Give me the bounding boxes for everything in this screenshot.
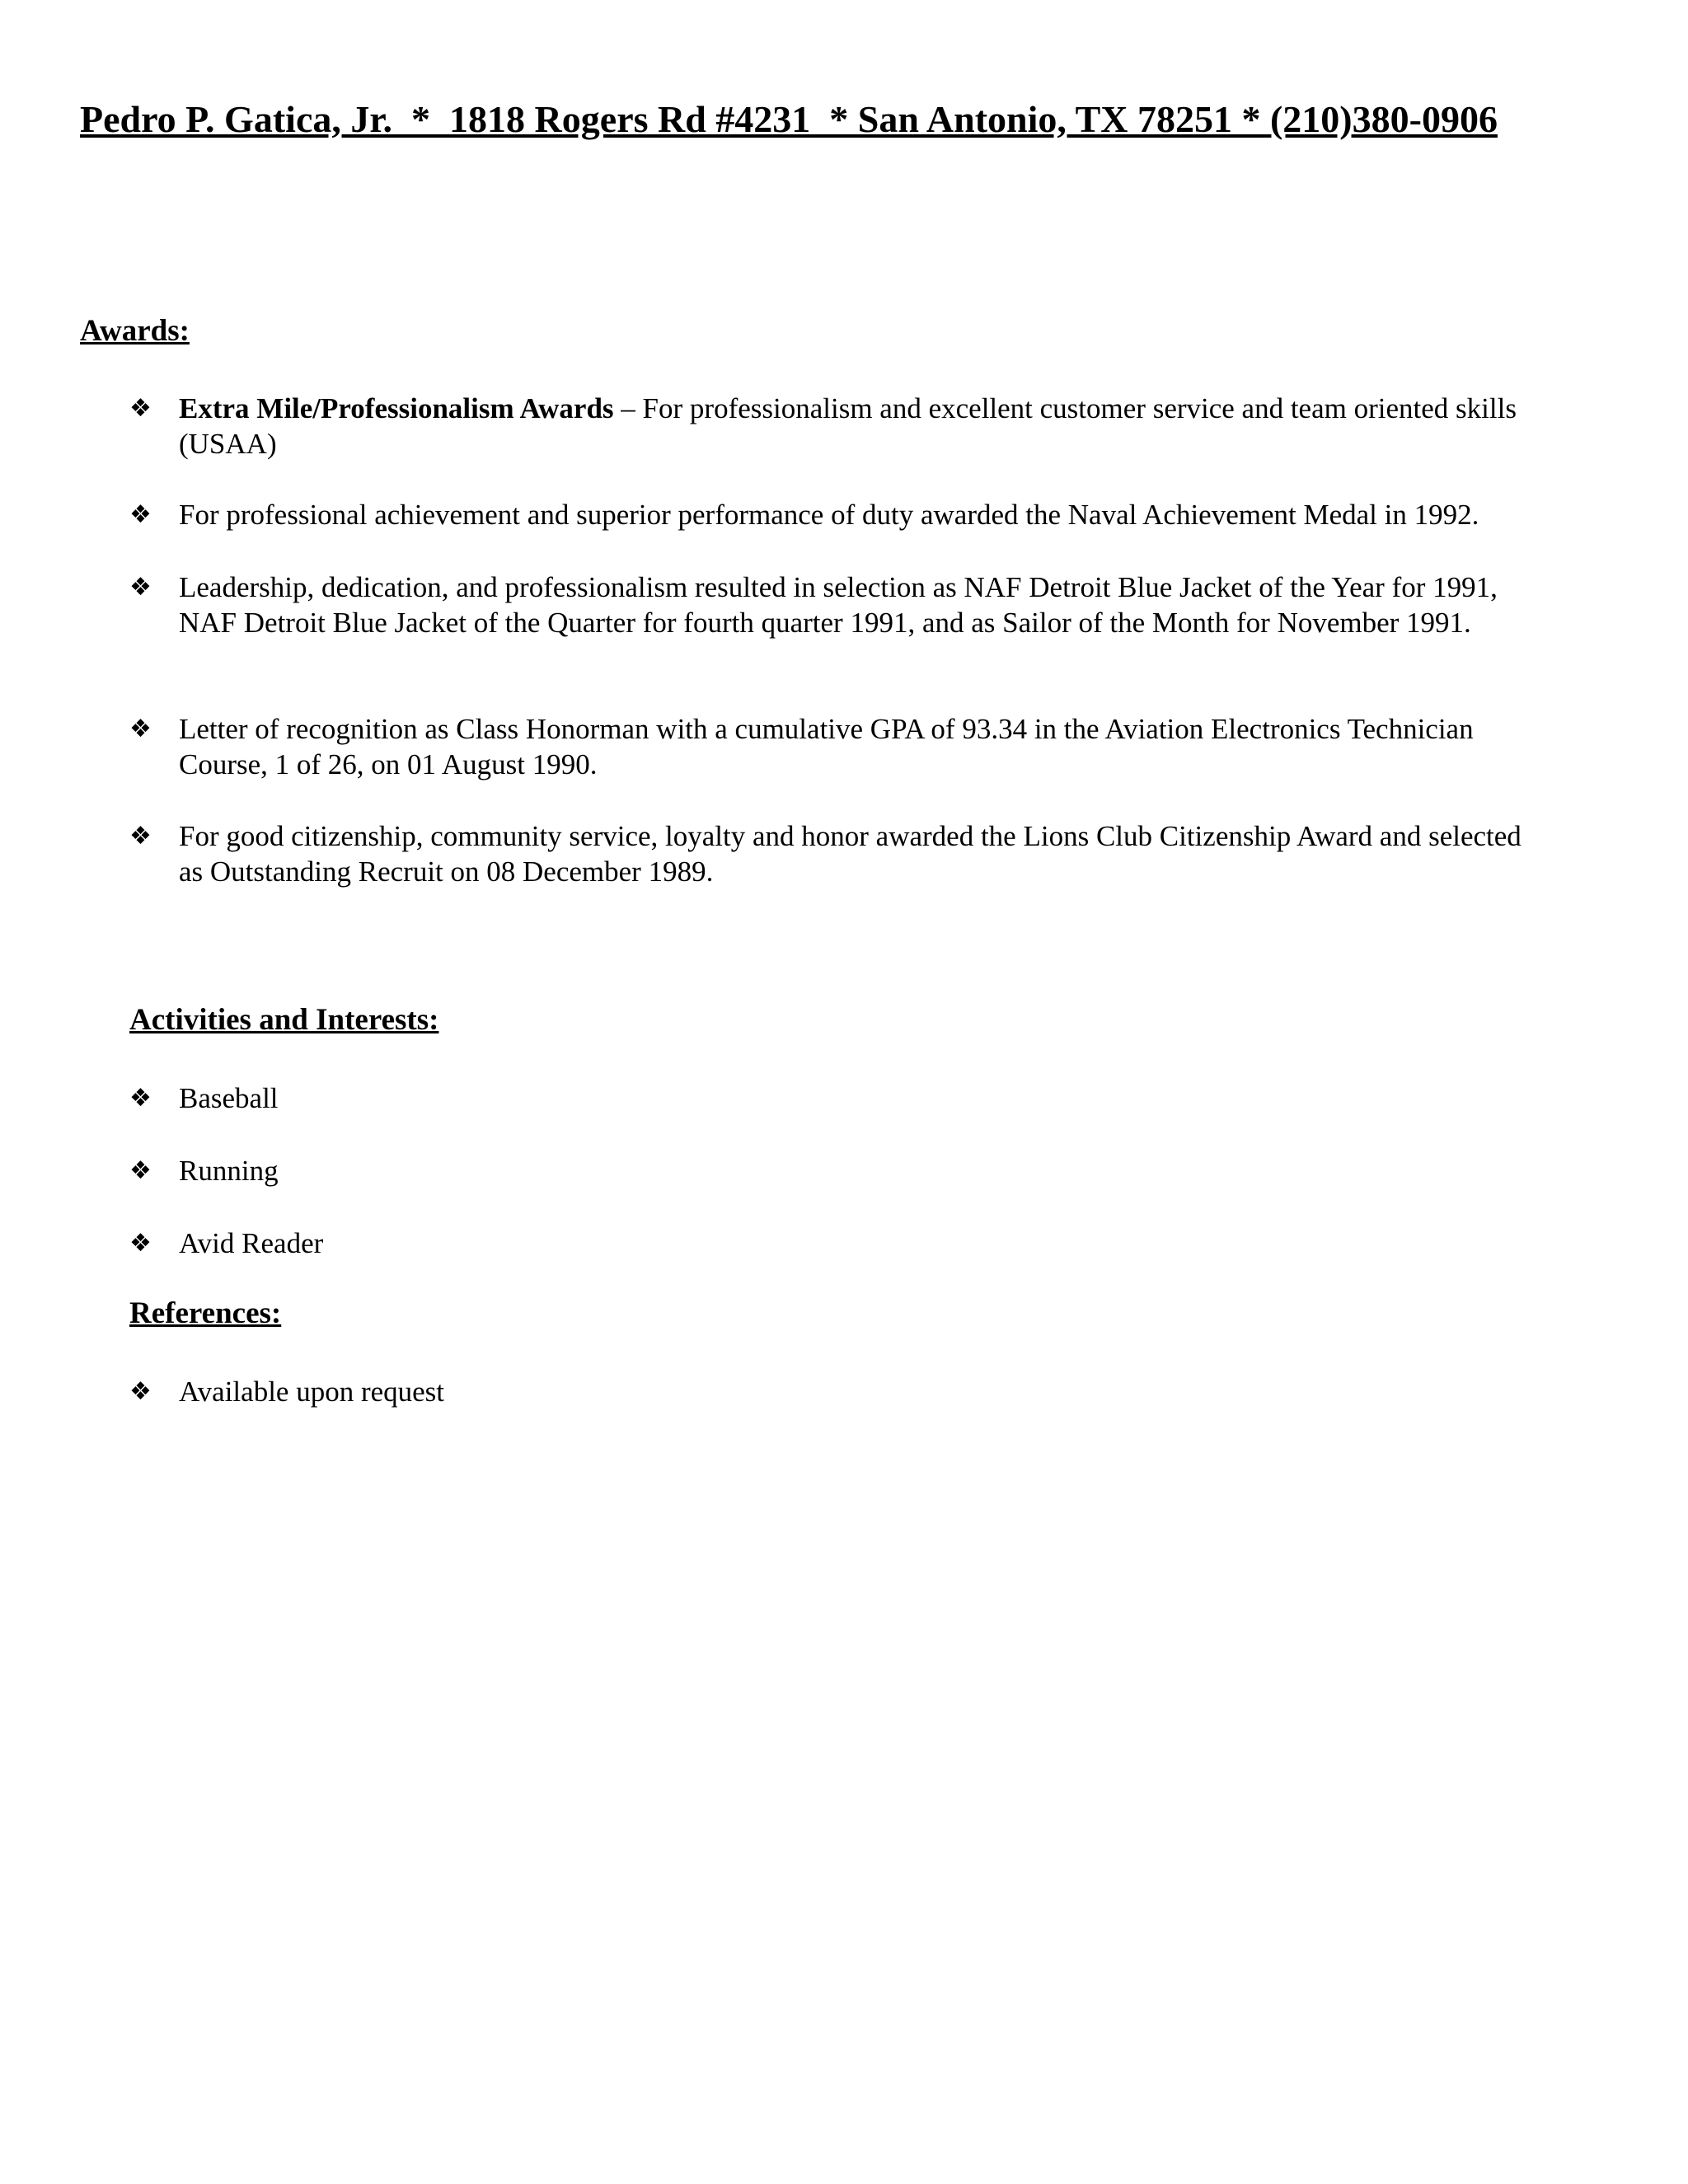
bullet-diamond-icon: ❖ xyxy=(129,1229,152,1258)
bullet-diamond-icon: ❖ xyxy=(129,1156,152,1185)
awards-heading: Awards: xyxy=(80,314,190,348)
award-item xyxy=(129,391,1547,462)
bullet-diamond-icon: ❖ xyxy=(129,500,152,529)
bullet-diamond-icon: ❖ xyxy=(129,573,152,602)
activity-label: Running xyxy=(179,1155,279,1187)
reference-item xyxy=(129,1374,1547,1409)
bullet-diamond-icon: ❖ xyxy=(129,822,152,851)
bullet-diamond-icon: ❖ xyxy=(129,394,152,423)
award-item-text: Leadership, dedication, and professionalism resulted in selection as NAF Detroit Blue Jacket of the Year for 1991, NAF Detroit Blue Jacket of the Quarter for fourth quarter 1991, and as Sailor of the Month for November 1991. xyxy=(179,571,1498,639)
award-item xyxy=(129,711,1547,782)
bullet-diamond-icon: ❖ xyxy=(129,1377,152,1406)
award-item xyxy=(129,497,1547,532)
contact-header: Pedro P. Gatica, Jr. * 1818 Rogers Rd #4231 * San Antonio, TX 78251 * (210)380-0906 xyxy=(80,98,1498,140)
activity-label: Avid Reader xyxy=(179,1227,324,1259)
award-item-text xyxy=(179,391,1547,462)
award-title: Extra Mile/Professionalism Awards xyxy=(179,392,614,424)
reference-label: Available upon request xyxy=(179,1376,445,1408)
activity-item xyxy=(129,1080,1547,1116)
activity-item xyxy=(129,1153,1547,1188)
activity-label: Baseball xyxy=(179,1082,279,1114)
bullet-diamond-icon: ❖ xyxy=(129,1084,152,1113)
award-item xyxy=(129,569,1547,640)
activities-heading: Activities and Interests: xyxy=(129,1003,439,1037)
award-item-text: For professional achievement and superior performance of duty awarded the Naval Achievement Medal in 1992. xyxy=(179,499,1479,531)
award-description: – For professionalism and excellent customer service and team oriented skills (USAA) xyxy=(179,392,1517,460)
references-heading: References: xyxy=(129,1296,282,1330)
award-item-text: Letter of recognition as Class Honorman with a cumulative GPA of 93.34 in the Aviation Electronics Technician Course, 1 of 26, on 01 August 1990. xyxy=(179,713,1474,780)
bullet-diamond-icon: ❖ xyxy=(129,715,152,743)
award-item-text: For good citizenship, community service, loyalty and honor awarded the Lions Club Citizenship Award and selected as Outstanding Recruit on 08 December 1989. xyxy=(179,820,1522,888)
activity-item xyxy=(129,1226,1547,1261)
award-item xyxy=(129,818,1547,889)
